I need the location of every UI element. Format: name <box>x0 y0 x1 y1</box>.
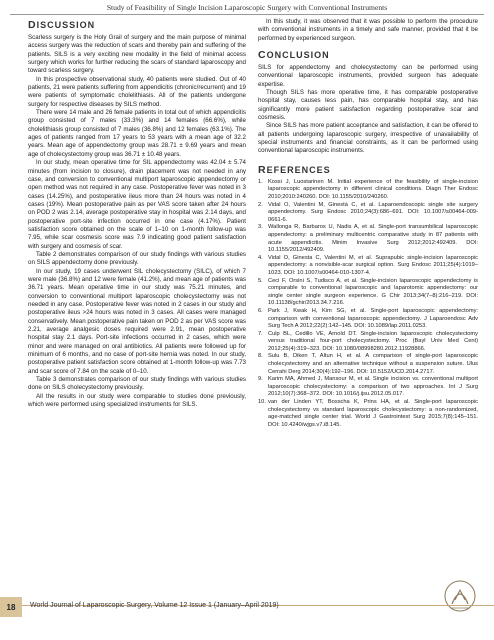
reference-item <box>258 224 478 254</box>
reference-item <box>258 353 478 376</box>
reference-text: Kossi J, Luostarinen M. Initial experience of the feasibility of single-incision laparoscopic appendectomy in different clinical conditions. Diagn Ther Endosc 2010;2010:240260. DOI: 10.1155/2010/240260. <box>268 178 478 200</box>
reference-text: Wallonga R, Barbaros U, Nadis A, et al. Single-port transumbilical laparoscopic appendectomy: a preliminary multicentric comparative study in 87 patients with acute appendicitis. Minim Invasive Surg 2012;2012:492409. DOI: 10.1155/2012/492409. <box>268 224 478 254</box>
reference-text: Karim MA, Ahmed J, Mansour M, et al. Single incision vs. conventional multiport laparoscopic cholecystectomy: a comparison of two approaches. Int J Surg 2012;10(7):368–372. DOI: 10.1016/j.ijsu.2012.05.017. <box>268 376 478 398</box>
reference-item <box>258 399 478 429</box>
running-header-title: Study of Feasibility of Single Incision Laparoscopic Surgery with Conventional Instruments <box>106 3 388 12</box>
conclusion-paragraph: Though SILS has more operative time, it has comparable postoperative hospital stay, causes less pain, has comparable hospital stay, and has significantly more patient satisfaction regarding postoperative scar and cosmesis. <box>258 89 478 122</box>
reference-list <box>258 179 478 430</box>
page-footer <box>0 597 494 619</box>
page-number: 18 <box>0 597 22 617</box>
discussion-paragraph: In our study, 19 cases underwent SIL cholecystectomy (SILC), of which 7 were male (36.8%) and 12 were female (41.2%), and mean age of patients was 36.71 years. Mean operative time in our study was 75.21 minutes, and conversion to conventional multiport laparoscopic cholecystectomy was not needed in any case. Postoperative fever was noted in 2 cases in our study and postoperative ileus >24 hours was noted in 3 cases. All cases were managed conservatively. Mean postoperative pain taken on POD 2 as per VAS score was 2.21, average analgesic doses required were 2.91, mean postoperative hospital stay 2.1 days. Port-site infections occurred in 2 cases, which were minor and were managed on oral antibiotics. All patients were followed up for minimum of 6 months, and no case of port-site hernia was noted. In our study, postoperative patient satisfaction score obtained at 1-month follow-up was 7.73 and scar score of 7.84 on the scale of 0–10. <box>28 267 246 375</box>
right-column <box>258 16 478 429</box>
discussion-paragraph: Scarless surgery is the Holy Grail of surgery and the main purpose of minimal access surgery was the reduction of scars and thereby pain and suffering of the patients. SILS is a very exciting new modality in the field of minimal access surgery which works for further reducing the scars of standard laparoscopy and toward scarless surgery. <box>28 34 246 75</box>
reference-number: 7. <box>258 330 263 337</box>
reference-number: 10. <box>258 399 266 406</box>
header-divider <box>10 14 484 15</box>
discussion-paragraph: There were 14 male and 26 female patients in total out of which appendicitis group consisted of 7 males (33.3%) and 14 females (66.6%), while cholelithiasis group consisted of 7 males (36.8%) and 12 females (63.1%). The ages of patients ranged from 17 years to 53 years with a mean age of 32.2 years. Mean age of appendectomy group was 28.71 ± 9.69 years and mean age of cholecystectomy group was 36.71 ± 10.48 years. <box>28 109 246 158</box>
reference-number: 3. <box>258 224 263 231</box>
reference-text: Culp BL, Cedillo VE, Arnold DT. Single-incision laparoscopic cholecystectomy versus traditional four-port cholecystectomy. Proc (Bayl Univ Med Cent) 2012;25(4):319–323. DOI: 10.1080/08998280.2012.11928866. <box>268 330 478 352</box>
discussion-heading: DISCUSSION <box>28 19 96 31</box>
discussion-paragraph: In our study, mean operative time for SIL appendectomy was 42.04 ± 5.74 minutes (from incision to closure), drain placement was not needed in any case, and conversion to conventional multiport laparoscopic appendectomy or open method was not required in any case. Postoperative fever was noted in 3 cases (14.25%), and postoperative ileus more than 24 hours was noted in 4 cases (19%). Mean postoperative pain as per VAS score taken after 24 hours on POD 2 was 2.14, average postoperative stay in hospital was 2.14 days, and postoperative port-site infection occurred in one case (4.17%). Patient satisfaction score obtained on the scale of 1–10 on 1-month follow-up was 7.95, while scar cosmesis score was 7.9 indicating good patient satisfaction with surgery and cosmesis of scar. <box>28 159 246 250</box>
reference-number: 4. <box>258 254 263 261</box>
reference-item <box>258 255 478 278</box>
discussion-paragraph: All the results in our study were comparable to studies done previously, which were performed using specialized instruments for SILS. <box>28 392 246 409</box>
reference-item <box>258 202 478 225</box>
discussion-closing-paragraph: In this study, it was observed that it was possible to perform the procedure with conventional instruments in a timely and safe manner, provided that it be performed by experienced surgeon. <box>258 18 478 42</box>
reference-number: 5. <box>258 277 263 284</box>
references-heading: REFERENCES <box>258 163 331 176</box>
reference-number: 9. <box>258 376 263 383</box>
discussion-paragraph: Table 2 demonstrates comparison of our study findings with various studies on SILS appendectomy done previously. <box>28 250 246 267</box>
conclusion-paragraph: Since SILS has more patient acceptance and satisfaction, it can be offered to all patients undergoing laparoscopic surgery, irrespective of unavailability of special instruments and financial constraints, as it can be performed using conventional laparoscopic instruments. <box>258 122 478 155</box>
reference-item <box>258 179 478 202</box>
reference-item <box>258 308 478 331</box>
reference-item <box>258 376 478 399</box>
reference-number: 1. <box>258 178 263 185</box>
discussion-paragraph: In this prospective observational study, 40 patients were studied. Out of 40 patients, 21 were patients suffering from appendicitis (chronic/recurrent) and 19 were patients of symptomatic cholelithiasis. All of the patients undergone surgery for respective diseases by SILS method. <box>28 75 246 108</box>
reference-text: van der Linden YT, Bosscha K, Prins HA, et al. Single-port laparoscopic cholecystectomy vs standard laparoscopic cholecystectomy: a non-randomized, age-matched single center trial. World J Gastrointest Surg 2015;7(8):145–151. DOI: 10.4240/wjgs.v7.i8.145. <box>268 399 478 428</box>
reference-text: Sulu B, Diken T, Altun H, et al. A comparison of single-port laparoscopic cholecystectomy and an alternative technique without a suspension suture. Ulus Cerrahi Derg 2014;30(4):192–196. DOI: 10.5152/UCD.2014.2717. <box>268 353 478 375</box>
conclusion-heading: CONCLUSION <box>258 49 330 62</box>
discussion-paragraph: Table 3 demonstrates comparison of our study findings with various studies done on SILS cholecystectomy previously. <box>28 376 246 392</box>
reference-number: 6. <box>258 307 263 314</box>
reference-item <box>258 331 478 354</box>
reference-text: Park J, Kwak H, Kim SG, et al. Single-port laparoscopic appendectomy: comparison with conventional laparoscopic appendectomy. J Laparoendosc Adv Surg Tech A 2012;22(2):142–145. DOI: 10.1089/lap.2011.0253. <box>268 307 478 330</box>
conclusion-paragraph: SILS for appendectomy and cholecystectomy can be performed using conventional laparoscopic instruments, provided surgeon has adequate expertise. <box>258 64 478 88</box>
reference-item <box>258 278 478 308</box>
reference-text: Ceci F, Orsini S, Tudisco A, et al. Single-incision laparoscopic appendectomy is comparable to conventional laparoscopic and laparotomic appendectomy: our single center single surgeon experience. G Chir 2013;34(7–8):216–219. DOI: 10.11138/gchir/2013.34.7.216. <box>268 277 478 307</box>
reference-number: 8. <box>258 353 263 360</box>
running-header <box>0 2 494 16</box>
reference-text: Vidal O, Ginesta C, Valentini M, et al. Suprapubic single-incision laparoscopic appendectomy: a nonvisible-scar surgical option. Surg Endosc 2011;25(4):1019–1023. DOI: 10.1007/s00464-010-1307-4. <box>268 254 478 276</box>
journal-citation: World Journal of Laparoscopic Surgery, Volume 12 Issue 1 (January–April 2019) <box>30 602 279 609</box>
left-column <box>28 16 246 409</box>
reference-number: 2. <box>258 201 263 208</box>
reference-text: Vidal O, Valentini M, Ginestà C, et al. Laparoendoscopic single site surgery appendectomy. Surg Endosc 2010;24(3):686–691. DOI: 10.1007/s00464-009-0661-6. <box>268 201 478 223</box>
